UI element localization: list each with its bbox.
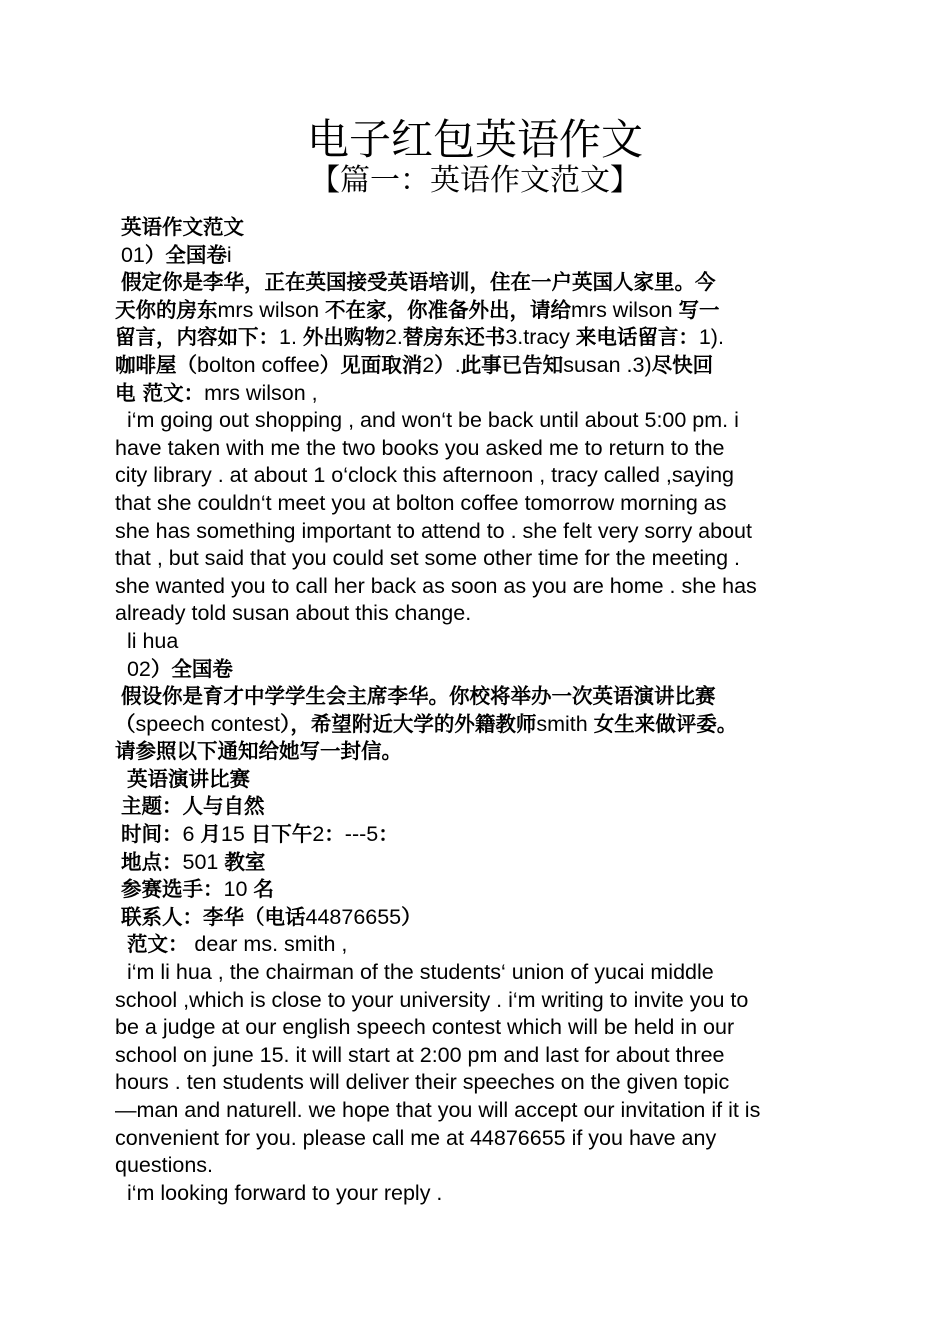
text-line (115, 1180, 840, 1208)
text-run: li hua (115, 628, 179, 653)
text-line (115, 518, 840, 546)
text-run: ） (401, 904, 422, 929)
text-run: 1. (279, 325, 303, 350)
text-run: （ (115, 711, 136, 736)
text-run: 02 (115, 656, 151, 681)
text-run: 44876655 (305, 904, 402, 929)
text-line (115, 711, 840, 739)
text-run: 假定你是李华，正在英国接受英语培训，住在一户英国人家里。今 (120, 270, 716, 295)
text-run: 3.tracy (505, 325, 576, 350)
text-line (115, 490, 840, 518)
text-line (115, 1097, 840, 1125)
text-run: i‘m going out shopping , and won‘t be back until about 5:00 pm. i (115, 408, 739, 433)
text-run: i (226, 242, 232, 267)
document-body (115, 214, 840, 1207)
text-run: 地点： (120, 849, 183, 874)
text-run: mrs wilson , (204, 380, 318, 405)
text-run: 请参照以下通知给她写一封信。 (115, 739, 402, 764)
text-run: 月 (200, 822, 221, 847)
text-line (115, 766, 840, 794)
text-run: dear ms. smith , (188, 932, 348, 957)
text-run: hours . ten students will deliver their speeches on the given topic (115, 1070, 730, 1095)
text-run: 英语演讲比赛 (126, 766, 250, 791)
text-run: speech contest (135, 711, 281, 736)
text-run: ）全国卷 (144, 242, 227, 267)
text-line (115, 380, 840, 408)
text-run: that , but said that you could set some other time for the meeting . (115, 546, 741, 571)
text-run: 2 (422, 352, 435, 377)
text-line (115, 324, 840, 352)
text-line (115, 407, 840, 435)
text-run: 不在家，你准备外出，请给 (325, 297, 572, 322)
text-run: questions. (115, 1153, 214, 1178)
document-title: 电子红包英语作文 (306, 115, 643, 164)
text-run: —man and naturell. we hope that you will accept our invitation if it is (115, 1098, 761, 1122)
text-run: 替房东还书 (402, 325, 506, 350)
text-run: 尽快回 (651, 352, 714, 377)
text-run: she wanted you to call her back as soon as you are home . she has (115, 573, 757, 598)
document-subtitle: 【篇一：英语作文范文】 (310, 163, 640, 198)
text-line (115, 462, 840, 490)
text-run: ）见面取消 (319, 352, 423, 377)
text-run: 女生来做评委。 (593, 711, 738, 736)
text-run: ），希望附近大学的外籍教师 (280, 711, 537, 736)
text-line (115, 1014, 840, 1042)
text-run: already told susan about this change. (115, 601, 472, 626)
text-run: 咖啡屋（ (115, 352, 197, 377)
text-line (115, 738, 840, 766)
text-run: mrs wilson (571, 297, 679, 322)
text-run: school ,which is close to your university . i‘m writing to invite you to (115, 987, 749, 1012)
text-run (115, 767, 127, 791)
text-line (115, 1069, 840, 1097)
text-run: ）全国卷 (150, 656, 233, 681)
text-line (115, 821, 840, 849)
text-run: i‘m looking forward to your reply . (115, 1180, 443, 1205)
text-line (115, 214, 840, 242)
text-line (115, 1042, 840, 1070)
text-line (115, 242, 840, 270)
text-run: she has something important to attend to . she felt very sorry about (115, 518, 752, 543)
text-run: . (454, 352, 461, 377)
text-run: 时间： (120, 822, 183, 847)
text-run: 参赛选手： (120, 877, 224, 902)
text-line (115, 793, 840, 821)
text-run: 英语作文范文 (120, 215, 244, 239)
text-run: 来电话留言： (575, 325, 699, 350)
text-line (115, 1125, 840, 1153)
text-line (115, 573, 840, 601)
text-run: 此事已告知 (460, 352, 564, 377)
text-run: convenient for you. please call me at 44876655 if you have any (115, 1125, 717, 1150)
text-run: 01 (115, 242, 145, 267)
text-run: 外出购物 (302, 325, 385, 350)
text-line (115, 1152, 840, 1180)
text-line (115, 849, 840, 877)
text-run: ： (378, 822, 399, 847)
text-run: smith (536, 711, 594, 736)
text-run: 2. (384, 325, 403, 350)
text-run: 写一 (678, 297, 720, 322)
text-run: mrs wilson (217, 297, 326, 322)
text-line (115, 435, 840, 463)
text-run: 10 (223, 877, 254, 902)
text-run: 2 (312, 822, 325, 847)
text-line (115, 987, 840, 1015)
text-run: 天你的房东 (115, 297, 218, 322)
text-line (115, 904, 840, 932)
text-run: 假设你是育才中学学生会主席李华。你校将举办一次英语演讲比赛 (120, 684, 716, 709)
text-line (115, 269, 840, 297)
text-line (115, 600, 840, 628)
text-run: 范文： (126, 932, 189, 957)
text-run: 15 (220, 822, 251, 847)
text-run: ） (434, 352, 455, 377)
text-run: that she couldn‘t meet you at bolton coffee tomorrow morning as (115, 490, 727, 515)
text-run: 501 (182, 849, 225, 874)
text-run: bolton coffee (197, 352, 320, 377)
text-line (115, 656, 840, 684)
text-line (115, 297, 840, 325)
text-line (115, 628, 840, 656)
text-run: susan .3) (563, 352, 652, 377)
text-run: 留言，内容如下： (115, 325, 279, 350)
text-run: 6 (182, 822, 201, 847)
text-run: 1). (698, 325, 724, 350)
text-run: 日下午 (250, 822, 313, 847)
text-run: city library . at about 1 o‘clock this afternoon , tracy called ,saying (115, 463, 735, 488)
text-run: be a judge at our english speech contest which will be held in our (115, 1015, 735, 1040)
text-run: ---5 (344, 822, 379, 847)
text-line (115, 931, 840, 959)
text-line (115, 545, 840, 573)
text-line (115, 959, 840, 987)
text-run: school on june 15. it will start at 2:00 pm and last for about three (115, 1042, 725, 1067)
text-line (115, 683, 840, 711)
text-run: 联系人：李华（电话 (120, 904, 306, 929)
text-line (115, 876, 840, 904)
text-run (115, 932, 127, 956)
text-run: have taken with me the two books you asked me to return to the (115, 435, 725, 460)
text-run: 教室 (224, 849, 266, 874)
text-run: 主题：人与自然 (120, 794, 265, 819)
text-run: ： (324, 822, 345, 847)
text-run: i‘m li hua , the chairman of the students‘ union of yucai middle (115, 960, 714, 985)
text-line (115, 352, 840, 380)
text-run: 电 范文： (115, 380, 205, 405)
text-run: 名 (253, 877, 274, 902)
